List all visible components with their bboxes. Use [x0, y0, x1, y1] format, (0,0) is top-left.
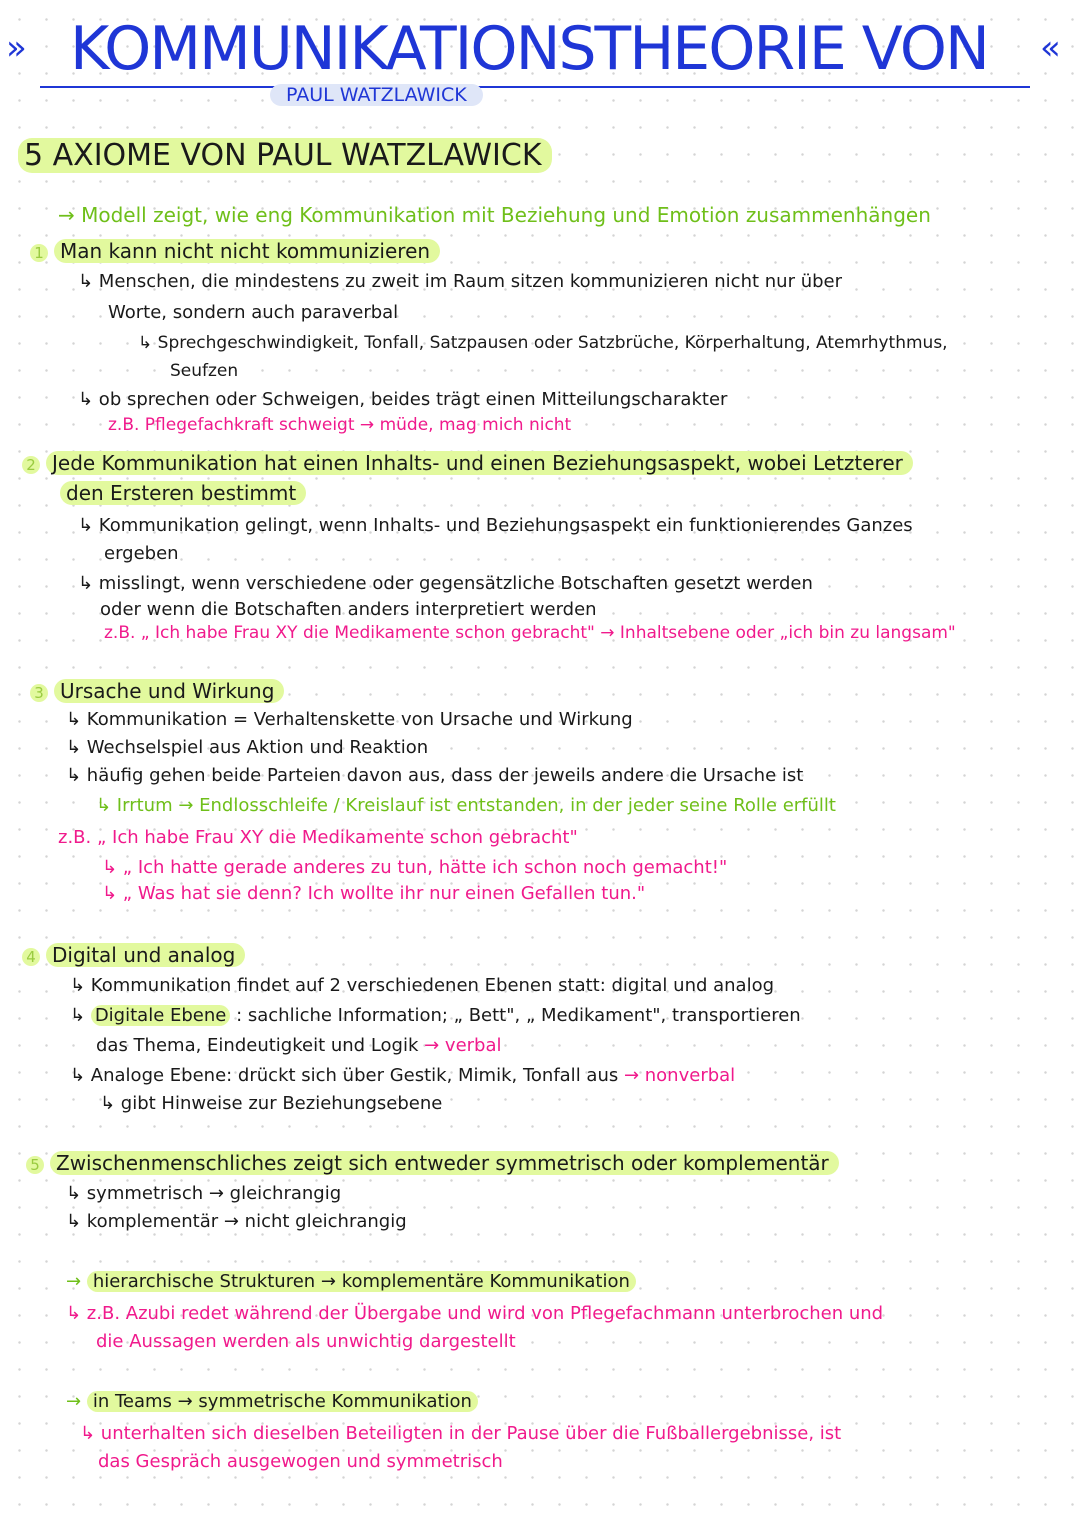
axiom-2-heading	[22, 452, 913, 475]
verbal-label: → verbal	[424, 1035, 502, 1056]
analog-level-text: ↳ Analoge Ebene: drückt sich über Gestik, Mimik, Tonfall aus	[70, 1065, 624, 1086]
axiom-5-line: ↳ symmetrisch → gleichrangig	[66, 1183, 342, 1204]
axiom-3-line: ↳ häufig gehen beide Parteien davon aus, dass der jeweils andere die Ursache ist	[66, 765, 804, 786]
axiom-5-line: ↳ komplementär → nicht gleichrangig	[66, 1211, 407, 1232]
hierarchy-example: ↳ z.B. Azubi redet während der Übergabe und wird von Pflegefachmann unterbrochen und	[66, 1303, 884, 1324]
teams-heading	[66, 1392, 478, 1413]
page-title: KOMMUNIKATIONSTHEORIE VON	[70, 14, 988, 84]
axiom-2-line: ↳ Kommunikation gelingt, wenn Inhalts- und Beziehungsaspekt ein funktionierendes Ganzes	[78, 515, 913, 536]
section-title: 5 AXIOME VON PAUL WATZLAWICK	[18, 138, 552, 173]
axiom-1-line: Worte, sondern auch paraverbal	[108, 302, 399, 323]
axiom-4-bullet: ↳	[70, 1005, 91, 1026]
axiom-number: 5	[26, 1156, 44, 1174]
arrow-icon: →	[66, 1271, 87, 1292]
left-chevron-marker: »	[6, 28, 27, 68]
axiom-3-line: ↳ Irrtum → Endlosschleife / Kreislauf ist entstanden, in der jeder seine Rolle erfüllt	[96, 795, 836, 816]
axiom-title: den Ersteren bestimmt	[60, 481, 306, 505]
axiom-2-line: oder wenn die Botschaften anders interpretiert werden	[100, 599, 597, 620]
axiom-4-line: ↳ gibt Hinweise zur Beziehungsebene	[100, 1093, 443, 1114]
axiom-1-heading	[30, 240, 440, 263]
page-subtitle: PAUL WATZLAWICK	[270, 84, 483, 106]
axiom-4-line: ↳ Kommunikation findet auf 2 verschiedenen Ebenen statt: digital und analog	[70, 975, 775, 996]
hierarchy-title: hierarchische Strukturen → komplementäre Kommunikation	[87, 1271, 636, 1292]
axiom-3-example: ↳ „ Ich hatte gerade anderes zu tun, hätte ich schon noch gemacht!"	[102, 857, 728, 878]
axiom-title: Zwischenmenschliches zeigt sich entweder symmetrisch oder komplementär	[50, 1151, 839, 1175]
axiom-3-line: ↳ Kommunikation = Verhaltenskette von Ursache und Wirkung	[66, 709, 633, 730]
axiom-1-line: ↳ Menschen, die mindestens zu zweit im Raum sitzen kommunizieren nicht nur über	[78, 271, 843, 292]
teams-example: das Gespräch ausgewogen und symmetrisch	[98, 1451, 503, 1472]
axiom-number: 1	[30, 244, 48, 262]
axiom-number: 4	[22, 948, 40, 966]
digital-level-text: : sachliche Information; „ Bett", „ Medikament", transportieren	[230, 1005, 801, 1026]
axiom-3-example: ↳ „ Was hat sie denn? Ich wollte ihr nur einen Gefallen tun."	[102, 883, 646, 904]
axiom-2-heading-cont	[60, 482, 306, 505]
digital-level-cont: das Thema, Eindeutigkeit und Logik	[96, 1035, 425, 1056]
axiom-1-line: ↳ Sprechgeschwindigkeit, Tonfall, Satzpausen oder Satzbrüche, Körperhaltung, Atemrhythmus,	[138, 333, 948, 353]
axiom-1-line: ↳ ob sprechen oder Schweigen, beides trägt einen Mitteilungscharakter	[78, 389, 728, 410]
title-underline	[40, 86, 1030, 88]
axiom-4-line	[70, 1006, 801, 1027]
axiom-number: 3	[30, 684, 48, 702]
hierarchy-example: die Aussagen werden als unwichtig dargestellt	[96, 1331, 516, 1352]
axiom-5-heading	[26, 1152, 839, 1175]
axiom-4-line	[96, 1036, 502, 1057]
axiom-4-line	[70, 1066, 735, 1087]
axiom-2-example: z.B. „ Ich habe Frau XY die Medikamente schon gebracht" → Inhaltsebene oder „ich bin zu langsam"	[104, 623, 956, 643]
axiom-1-line: Seufzen	[170, 361, 239, 381]
teams-example: ↳ unterhalten sich dieselben Beteiligten in der Pause über die Fußballergebnisse, ist	[80, 1423, 842, 1444]
right-chevron-marker: «	[1040, 28, 1061, 68]
axiom-2-line: ergeben	[104, 543, 179, 564]
axiom-title: Man kann nicht nicht kommunizieren	[54, 239, 440, 263]
hierarchy-heading	[66, 1272, 636, 1293]
axiom-4-heading	[22, 944, 245, 967]
axiom-2-line: ↳ misslingt, wenn verschiedene oder gegensätzliche Botschaften gesetzt werden	[78, 573, 813, 594]
teams-title: in Teams → symmetrische Kommunikation	[87, 1391, 478, 1412]
axiom-title: Jede Kommunikation hat einen Inhalts- und einen Beziehungsaspekt, wobei Letzterer	[46, 451, 913, 475]
digital-level-label: Digitale Ebene	[91, 1005, 231, 1026]
intro-line: → Modell zeigt, wie eng Kommunikation mit Beziehung und Emotion zusammenhängen	[58, 203, 931, 227]
axiom-1-example: z.B. Pflegefachkraft schweigt → müde, mag mich nicht	[108, 415, 572, 435]
nonverbal-label: → nonverbal	[623, 1065, 736, 1086]
axiom-3-example: z.B. „ Ich habe Frau XY die Medikamente schon gebracht"	[58, 827, 578, 848]
arrow-icon: →	[66, 1391, 87, 1412]
axiom-number: 2	[22, 456, 40, 474]
axiom-3-line: ↳ Wechselspiel aus Aktion und Reaktion	[66, 737, 429, 758]
axiom-3-heading	[30, 680, 284, 703]
axiom-title: Digital und analog	[46, 943, 245, 967]
axiom-title: Ursache und Wirkung	[54, 679, 284, 703]
